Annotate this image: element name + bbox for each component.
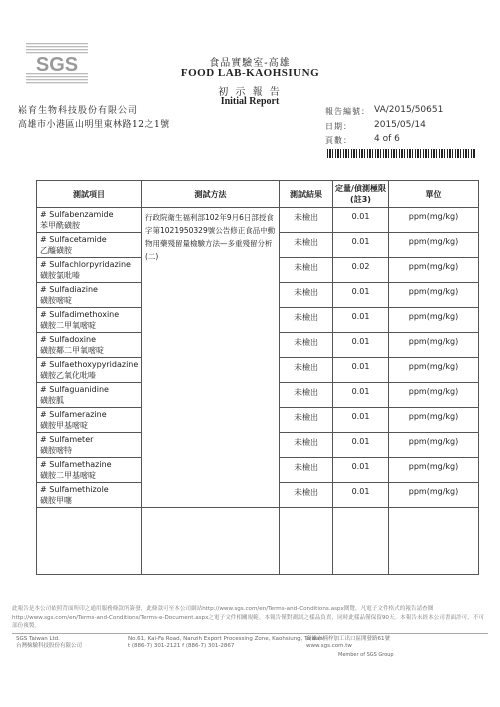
- item-name-en: # Sulfaguanidine: [40, 385, 109, 394]
- footer-company-en: SGS Taiwan Ltd.: [16, 636, 60, 642]
- footer-address: [128, 636, 323, 650]
- header-test-result: 測試結果: [280, 181, 333, 208]
- test-result: 未檢出: [280, 358, 333, 383]
- footer-address-zh: 高雄市楠梓加工出口區開發路61號: [306, 636, 390, 642]
- footer-company-zh: 台灣檢驗科技股份有限公司: [16, 643, 83, 649]
- detection-limit: 0.01: [333, 333, 389, 358]
- footer-address-chinese: [306, 636, 390, 650]
- detection-limit: 0.01: [333, 358, 389, 383]
- page-label: 頁數：: [325, 136, 352, 145]
- item-cell: [37, 383, 142, 408]
- item-cell: [37, 408, 142, 433]
- report-type-english: Initial Report: [220, 96, 280, 107]
- test-result: 未檢出: [280, 458, 333, 483]
- test-result: 未檢出: [280, 208, 333, 233]
- unit: ppm(mg/kg): [389, 458, 479, 483]
- item-cell: [37, 433, 142, 458]
- item-name-en: # Sulfadimethoxine: [40, 310, 120, 319]
- unit: ppm(mg/kg): [389, 483, 479, 508]
- item-cell: [37, 483, 142, 508]
- unit: ppm(mg/kg): [389, 333, 479, 358]
- test-result: 未檢出: [280, 333, 333, 358]
- item-name-zh: 磺胺嘧特: [40, 446, 72, 455]
- item-name-en: # Sulfacetamide: [40, 235, 107, 244]
- item-name-en: # Sulfadiazine: [40, 285, 98, 294]
- item-name-en: # Sulfamethizole: [40, 485, 109, 494]
- item-cell: [37, 233, 142, 258]
- detection-limit: 0.02: [333, 258, 389, 283]
- client-company: 崧育生物科技股份有限公司: [18, 106, 139, 116]
- test-result: 未檢出: [280, 308, 333, 333]
- item-name-en: # Sulfabenzamide: [40, 210, 114, 219]
- table-row: [37, 208, 479, 233]
- report-number-label: 報告編號：: [325, 107, 370, 116]
- item-name-en: # Sulfadoxine: [40, 335, 97, 344]
- item-name-zh: 磺胺二甲基嘧啶: [40, 471, 96, 480]
- detection-limit: 0.01: [333, 458, 389, 483]
- unit: ppm(mg/kg): [389, 208, 479, 233]
- header-test-method: 測試方法: [142, 181, 280, 208]
- item-name-zh: 苯甲酰磺胺: [40, 221, 80, 230]
- footer-phones: t (886-7) 301-2121 f (886-7) 301-2867: [128, 643, 235, 649]
- test-result: 未檢出: [280, 283, 333, 308]
- detection-limit: 0.01: [333, 283, 389, 308]
- item-cell: [37, 308, 142, 333]
- test-result: 未檢出: [280, 258, 333, 283]
- item-cell: [37, 258, 142, 283]
- test-result: 未檢出: [280, 383, 333, 408]
- table-blank-row: [37, 508, 479, 575]
- svg-text:SGS: SGS: [35, 54, 79, 76]
- detection-limit: 0.01: [333, 233, 389, 258]
- detection-limit: 0.01: [333, 208, 389, 233]
- blank-cell: [333, 508, 389, 575]
- footer-website: www.sgs.com.tw: [306, 643, 352, 649]
- footer-company: [16, 636, 82, 650]
- item-name-zh: 磺胺嘧啶: [40, 296, 72, 305]
- unit: ppm(mg/kg): [389, 283, 479, 308]
- unit: ppm(mg/kg): [389, 433, 479, 458]
- item-name-zh: 乙醯磺胺: [40, 246, 72, 255]
- results-table: [36, 180, 479, 575]
- test-result: 未檢出: [280, 233, 333, 258]
- item-name-en: # Sulfameter: [40, 435, 94, 444]
- header-limit: 定量/偵測極限(註3): [333, 181, 389, 208]
- lab-name-chinese: 食品實驗室-高雄: [209, 58, 291, 69]
- unit: ppm(mg/kg): [389, 258, 479, 283]
- item-cell: [37, 358, 142, 383]
- test-result: 未檢出: [280, 483, 333, 508]
- blank-cell: [37, 508, 142, 575]
- client-address: 高雄市小港區山明里東林路12之1號: [18, 120, 170, 130]
- page-number: 4 of 6: [374, 134, 400, 144]
- item-cell: [37, 208, 142, 233]
- footer-divider: [12, 633, 488, 634]
- unit: ppm(mg/kg): [389, 408, 479, 433]
- item-name-zh: 磺胺氯吡嗪: [40, 271, 80, 280]
- footer-address-en: No.61, Kai-Fa Road, Nanzih Export Processing Zone, Kaohsiung, Taiwan: [128, 636, 323, 642]
- date-label: 日期：: [325, 122, 352, 131]
- item-name-zh: 磺胺胍: [40, 396, 64, 405]
- unit: ppm(mg/kg): [389, 358, 479, 383]
- item-name-en: # Sulfaethoxypyridazine: [40, 360, 139, 369]
- detection-limit: 0.01: [333, 483, 389, 508]
- blank-cell: [389, 508, 479, 575]
- lab-name-english: FOOD LAB-KAOHSIUNG: [180, 67, 320, 79]
- blank-cell: [280, 508, 333, 575]
- member-of-sgs: Member of SGS Group: [338, 652, 394, 658]
- item-name-zh: 磺胺甲噻: [40, 496, 72, 505]
- item-name-en: # Sulfamethazine: [40, 460, 112, 469]
- report-number: VA/2015/50651: [374, 105, 444, 115]
- item-name-zh: 磺胺甲基嘧啶: [40, 421, 88, 430]
- unit: ppm(mg/kg): [389, 233, 479, 258]
- header-test-item: 測試項目: [37, 181, 142, 208]
- detection-limit: 0.01: [333, 383, 389, 408]
- unit: ppm(mg/kg): [389, 383, 479, 408]
- item-name-zh: 磺胺乙氧化吡嗪: [40, 371, 96, 380]
- report-date: 2015/05/14: [374, 120, 426, 130]
- detection-limit: 0.01: [333, 308, 389, 333]
- unit: ppm(mg/kg): [389, 308, 479, 333]
- test-result: 未檢出: [280, 433, 333, 458]
- item-name-zh: 磺胺鄰二甲氧嘧啶: [40, 346, 104, 355]
- table-header-row: [37, 181, 479, 208]
- barcode: [327, 149, 475, 158]
- item-cell: [37, 283, 142, 308]
- header-unit: 單位: [389, 181, 479, 208]
- test-result: 未檢出: [280, 408, 333, 433]
- test-method: 行政院衛生福利部102年9月6日部授食字第1021950329號公告修正食品中動物用藥殘留量檢驗方法—多重殘留分析(二): [142, 208, 280, 508]
- terms-fine-print: 此報告是本公司依照背面所印之通用服務條款所簽發，此條款可至本公司網站http://www.sgs.com/en/Terms-and-Conditions.aspx閱覽，凡電子文件格式的報告請查閱http://www.sgs.com/en/Terms-and-Conditions/Terms-e-Document.aspx之電子文件相關規範。本報告僅對測試之樣品負責，同時此樣品僅保留90天。本報告未經本公司書面許可，不可部份複製。: [12, 606, 485, 629]
- item-cell: [37, 333, 142, 358]
- detection-limit: 0.01: [333, 433, 389, 458]
- item-name-zh: 磺胺二甲氧嘧啶: [40, 321, 96, 330]
- detection-limit: 0.01: [333, 408, 389, 433]
- blank-cell: [142, 508, 280, 575]
- item-name-en: # Sulfamerazine: [40, 410, 107, 419]
- item-name-en: # Sulfachlorpyridazine: [40, 260, 131, 269]
- report-type-chinese: 初 示 報 告: [218, 87, 282, 98]
- item-cell: [37, 458, 142, 483]
